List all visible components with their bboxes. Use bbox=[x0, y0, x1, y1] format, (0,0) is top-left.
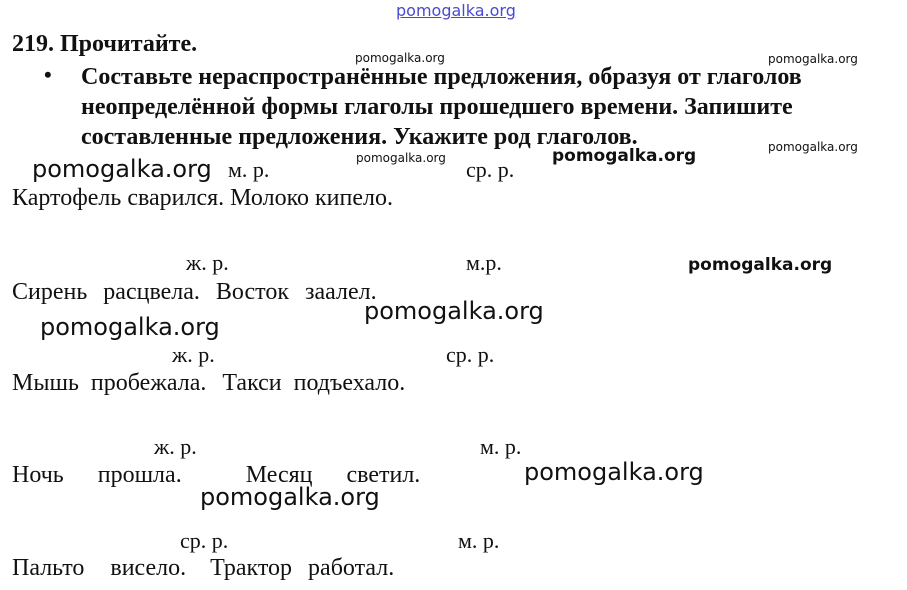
gender-mark: ж. р. bbox=[172, 342, 215, 367]
watermark: pomogalka.org bbox=[200, 483, 380, 511]
sentence-line bbox=[12, 185, 393, 212]
watermark: pomogalka.org bbox=[552, 146, 697, 166]
bullet-icon: • bbox=[44, 62, 52, 87]
word: Трактор bbox=[210, 555, 293, 581]
gender-mark: м. р. bbox=[480, 434, 522, 459]
word: светил. bbox=[346, 462, 421, 488]
word: сварился. bbox=[127, 185, 225, 211]
word: Ночь bbox=[12, 462, 64, 488]
word: работал. bbox=[308, 555, 395, 581]
watermark: pomogalka.org bbox=[688, 255, 833, 275]
word: Молоко bbox=[230, 185, 310, 211]
gender-mark: м. р. bbox=[458, 528, 500, 553]
gender-mark: м.р. bbox=[466, 250, 502, 275]
watermark: pomogalka.org bbox=[40, 313, 220, 341]
sentence-line bbox=[12, 555, 394, 582]
word: Восток bbox=[215, 279, 290, 305]
exercise-task: Составьте нераспространённые предложения, образуя от глаголов неопределённой формы глаголы прошедшего времени. Запишите составленные предложения. Укажите род глаголов. bbox=[81, 64, 802, 150]
word: Сирень bbox=[12, 279, 88, 305]
word: подъехало. bbox=[293, 370, 406, 396]
word: Такси bbox=[222, 370, 282, 396]
sentence-line bbox=[12, 370, 405, 397]
watermark: pomogalka.org bbox=[356, 151, 446, 165]
word: Мышь bbox=[12, 370, 79, 396]
exercise-heading: 219. Прочитайте. bbox=[12, 31, 198, 57]
gender-mark: ср. р. bbox=[466, 157, 515, 182]
gender-mark: ср. р. bbox=[180, 528, 229, 553]
gender-mark: ж. р. bbox=[186, 250, 229, 275]
word: кипело. bbox=[315, 185, 393, 211]
word: прошла. bbox=[97, 462, 182, 488]
word: висело. bbox=[110, 555, 187, 581]
watermark: pomogalka.org bbox=[768, 52, 858, 66]
gender-mark: ср. р. bbox=[446, 342, 495, 367]
word: пробежала. bbox=[90, 370, 207, 396]
watermark: pomogalka.org bbox=[355, 51, 445, 65]
watermark: pomogalka.org bbox=[524, 458, 704, 486]
watermark-top-link[interactable]: pomogalka.org bbox=[396, 1, 516, 20]
watermark: pomogalka.org bbox=[364, 297, 544, 325]
gender-mark: ж. р. bbox=[154, 434, 197, 459]
word: расцвела. bbox=[103, 279, 200, 305]
word: Месяц bbox=[245, 462, 313, 488]
watermark: pomogalka.org bbox=[32, 155, 212, 183]
watermark: pomogalka.org bbox=[768, 140, 858, 154]
gender-mark: м. р. bbox=[228, 157, 270, 182]
word: заалел. bbox=[305, 279, 377, 305]
word: Картофель bbox=[12, 185, 122, 211]
sentence-line bbox=[12, 279, 377, 306]
word: Пальто bbox=[12, 555, 85, 581]
